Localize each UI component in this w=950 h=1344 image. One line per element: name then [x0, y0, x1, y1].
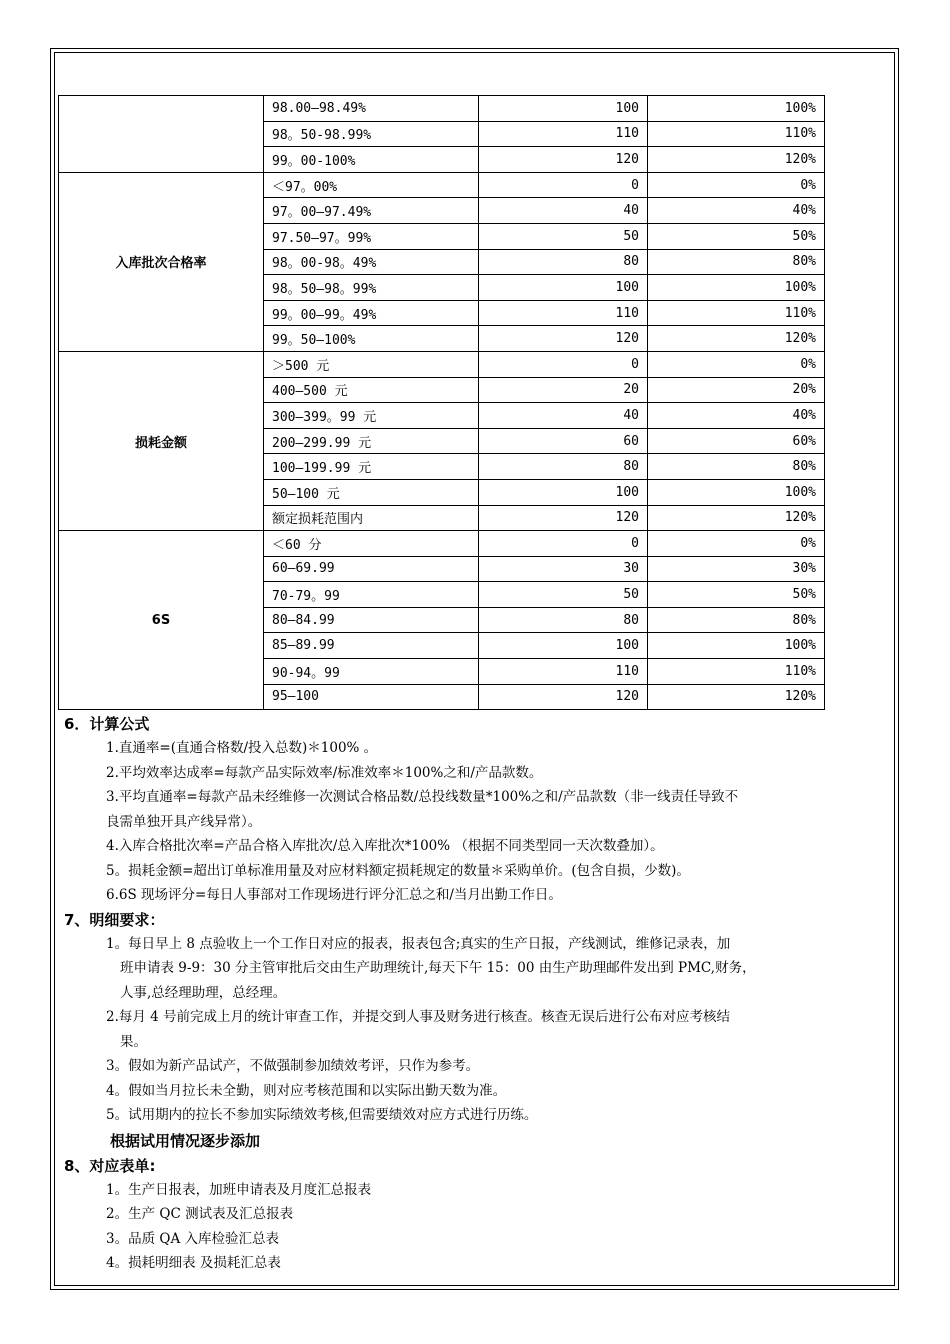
range-cell: 400—500 元: [264, 377, 479, 403]
percent-cell: 0%: [648, 351, 825, 377]
document-body: [62, 712, 892, 1276]
section-6-title: 6．计算公式: [64, 715, 150, 733]
score-cell: 80: [479, 249, 648, 275]
score-cell: 100: [479, 96, 648, 122]
score-cell: 110: [479, 659, 648, 685]
category-cell: [59, 96, 264, 173]
range-cell: 98.00—98.49%: [264, 96, 479, 122]
range-cell: 97。00—97.49%: [264, 198, 479, 224]
table-row: [59, 531, 825, 557]
percent-cell: 40%: [648, 403, 825, 429]
score-cell: 100: [479, 479, 648, 505]
percent-cell: 50%: [648, 582, 825, 608]
range-cell: 98。50-98.99%: [264, 121, 479, 147]
section-7-title: 7、明细要求：: [64, 910, 165, 929]
score-cell: 110: [479, 121, 648, 147]
form-item: 2。生产 QC 测试表及汇总报表: [106, 1206, 294, 1222]
score-cell: 100: [479, 633, 648, 659]
percent-cell: 80%: [648, 249, 825, 275]
score-cell: 0: [479, 172, 648, 198]
percent-cell: 110%: [648, 659, 825, 685]
score-cell: 50: [479, 582, 648, 608]
score-cell: 40: [479, 198, 648, 224]
percent-cell: 100%: [648, 633, 825, 659]
score-cell: 120: [479, 326, 648, 352]
percent-cell: 120%: [648, 684, 825, 710]
table-row: [59, 351, 825, 377]
range-cell: 85—89.99: [264, 633, 479, 659]
score-cell: 80: [479, 454, 648, 480]
score-cell: 50: [479, 223, 648, 249]
category-cell: 入库批次合格率: [59, 172, 264, 351]
percent-cell: 100%: [648, 96, 825, 122]
score-cell: 60: [479, 428, 648, 454]
percent-cell: 60%: [648, 428, 825, 454]
formula-item: 3.平均直通率=每款产品未经维修一次测试合格品数/总投线数量*100%之和/产品款数（非一线责任导致不: [106, 789, 739, 805]
percent-cell: 100%: [648, 275, 825, 301]
range-cell: 99。00—99。49%: [264, 300, 479, 326]
requirement-item: 2.每月 4 号前完成上月的统计审查工作，并提交到人事及财务进行核查。核查无误后进行公布对应考核结: [106, 1009, 731, 1025]
table-row: [59, 96, 825, 122]
percent-cell: 40%: [648, 198, 825, 224]
formula-item: 5。损耗金额=超出订单标准用量及对应材料额定损耗规定的数量＊采购单价。(包含自损，少数)。: [106, 862, 690, 879]
percent-cell: 120%: [648, 505, 825, 531]
percent-cell: 20%: [648, 377, 825, 403]
range-cell: 98。00-98。49%: [264, 249, 479, 275]
score-cell: 80: [479, 607, 648, 633]
category-cell: 6S: [59, 531, 264, 710]
requirement-item: 3。假如为新产品试产，不做强制参加绩效考评，只作为参考。: [106, 1058, 480, 1074]
score-cell: 110: [479, 300, 648, 326]
range-cell: 200—299.99 元: [264, 428, 479, 454]
section-8-title: 8、对应表单:: [64, 1156, 156, 1175]
score-cell: 120: [479, 505, 648, 531]
kpi-score-table: [58, 95, 825, 710]
range-cell: ＜60 分: [264, 531, 479, 557]
range-cell: 80—84.99: [264, 607, 479, 633]
percent-cell: 80%: [648, 607, 825, 633]
score-cell: 30: [479, 556, 648, 582]
table-row: [59, 172, 825, 198]
range-cell: 60—69.99: [264, 556, 479, 582]
score-cell: 0: [479, 531, 648, 557]
score-cell: 20: [479, 377, 648, 403]
form-item: 1。生产日报表，加班申请表及月度汇总报表: [106, 1181, 372, 1198]
percent-cell: 100%: [648, 479, 825, 505]
requirement-item: 果。: [120, 1033, 147, 1050]
percent-cell: 30%: [648, 556, 825, 582]
formula-item: 6.6S 现场评分=每日人事部对工作现场进行评分汇总之和/当月出勤工作日。: [106, 887, 562, 903]
range-cell: 95—100: [264, 684, 479, 710]
range-cell: ＞500 元: [264, 351, 479, 377]
percent-cell: 80%: [648, 454, 825, 480]
percent-cell: 50%: [648, 223, 825, 249]
score-cell: 120: [479, 147, 648, 173]
requirement-item: 班申请表 9-9：30 分主管审批后交由生产助理统计,每天下午 15：00 由生产助理邮件发出到 PMC,财务，: [120, 960, 756, 976]
range-cell: 90-94。99: [264, 659, 479, 685]
range-cell: 97.50—97。99%: [264, 223, 479, 249]
range-cell: 300—399。99 元: [264, 403, 479, 429]
requirement-item: 5。试用期内的拉长不参加实际绩效考核,但需要绩效对应方式进行历练。: [106, 1107, 538, 1123]
percent-cell: 0%: [648, 172, 825, 198]
score-cell: 40: [479, 403, 648, 429]
range-cell: 99。00-100%: [264, 147, 479, 173]
score-cell: 120: [479, 684, 648, 710]
formula-item: 2.平均效率达成率=每款产品实际效率/标准效率＊100%之和/产品款数。: [106, 764, 543, 781]
percent-cell: 110%: [648, 300, 825, 326]
score-cell: 100: [479, 275, 648, 301]
trial-note: 根据试用情况逐步添加: [110, 1131, 261, 1150]
percent-cell: 120%: [648, 326, 825, 352]
range-cell: 98。50—98。99%: [264, 275, 479, 301]
formula-item: 4.入库合格批次率=产品合格入库批次/总入库批次*100% （根据不同类型同一天次数叠加）。: [106, 838, 664, 854]
category-cell: 损耗金额: [59, 351, 264, 530]
form-item: 4。损耗明细表 及损耗汇总表: [106, 1255, 281, 1271]
requirement-item: 4。假如当月拉长未全勤，则对应考核范围和以实际出勤天数为准。: [106, 1082, 507, 1099]
range-cell: 50—100 元: [264, 479, 479, 505]
range-cell: 70-79。99: [264, 582, 479, 608]
range-cell: 99。50—100%: [264, 326, 479, 352]
percent-cell: 110%: [648, 121, 825, 147]
range-cell: 额定损耗范围内: [264, 505, 479, 531]
requirement-item: 1。每日早上 8 点验收上一个工作日对应的报表，报表包含;真实的生产日报，产线测试，维修记录表，加: [106, 935, 731, 952]
range-cell: 100—199.99 元: [264, 454, 479, 480]
score-cell: 0: [479, 351, 648, 377]
range-cell: ＜97。00%: [264, 172, 479, 198]
formula-item: 良需单独开具产线异常）。: [106, 813, 262, 830]
percent-cell: 0%: [648, 531, 825, 557]
form-item: 3。品质 QA 入库检验汇总表: [106, 1230, 279, 1247]
formula-item: 1.直通率=(直通合格数/投入总数)＊100% 。: [106, 740, 378, 756]
requirement-item: 人事,总经理助理，总经理。: [120, 984, 287, 1001]
percent-cell: 120%: [648, 147, 825, 173]
